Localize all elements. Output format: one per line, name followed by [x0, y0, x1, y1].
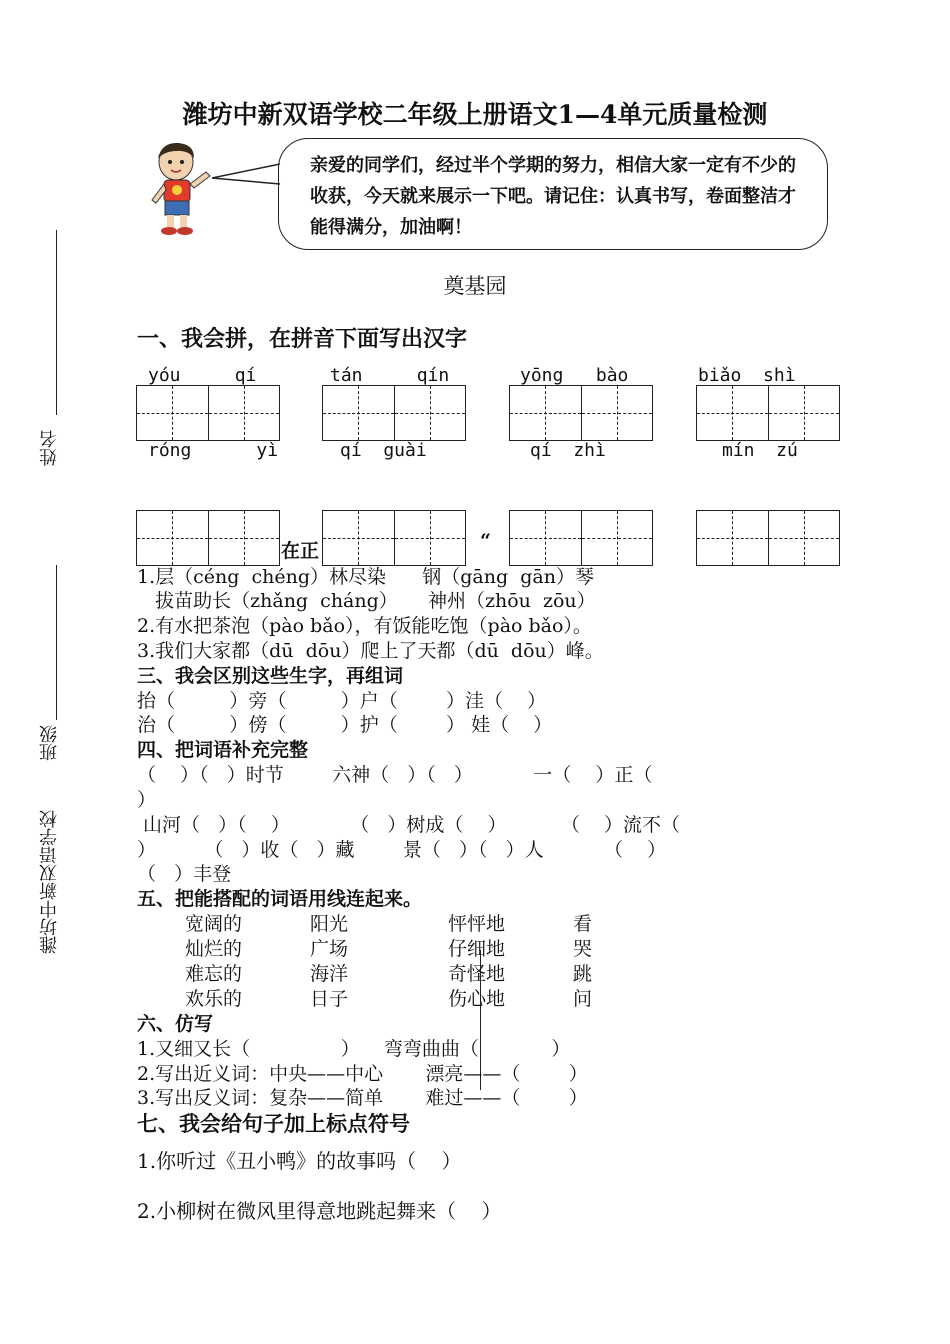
q7-line: 2.小柳树在微风里得意地跳起舞来（ ）: [137, 1199, 502, 1223]
q4-line: ）: [137, 789, 157, 811]
pinyin-label: biǎo shì: [698, 365, 796, 386]
q3-line: 抬（ ）旁（ ）户（ ）洼（ ）: [137, 690, 547, 712]
q2-quote-mark: “: [480, 530, 491, 552]
match-word: 仔细地: [448, 938, 506, 960]
q1-heading: 一、我会拼，在拼音下面写出汉字: [137, 326, 468, 352]
q7-line: 1.你听过《丑小鸭》的故事吗（ ）: [137, 1149, 462, 1173]
match-word: 奇怪地: [448, 963, 506, 985]
pinyin-label: qí zhì: [530, 440, 606, 461]
q4-line: ） （ ）收（ ）藏 景（ ）（ ）人 （ ）: [137, 839, 667, 861]
section-name: 奠基园: [443, 274, 507, 298]
pinyin-label: tán qín: [330, 365, 450, 386]
match-word: 广场: [310, 938, 349, 960]
q6-line: 3.写出反义词：复杂——简单 难过——（ ）: [137, 1087, 588, 1109]
match-word: 怦怦地: [448, 913, 506, 935]
match-word: 海洋: [310, 963, 349, 985]
pinyin-label: yōng bào: [520, 365, 629, 386]
match-word: 哭: [573, 938, 593, 960]
q6-line: 1.又细又长（ ） 弯弯曲曲（ ）: [137, 1038, 571, 1060]
writing-grid[interactable]: [696, 385, 840, 441]
match-word: 灿烂的: [185, 938, 243, 960]
q2-heading-fragment: 在正: [281, 540, 320, 562]
q6-heading: 六、仿写: [137, 1013, 214, 1035]
speech-bubble-tail: [210, 160, 285, 190]
match-word: 阳光: [310, 913, 349, 935]
writing-grid[interactable]: [696, 510, 840, 566]
pinyin-label: qí guài: [340, 440, 427, 461]
q2-line: 拔苗助长（zhǎng cháng） 神州（zhōu zōu）: [137, 590, 596, 612]
writing-grid[interactable]: [136, 385, 280, 441]
q3-line: 治（ ）傍（ ）护（ ） 娃（ ）: [137, 714, 553, 736]
school-label: 潍坊中新双语学校: [39, 810, 60, 954]
match-word: 宽阔的: [185, 913, 243, 935]
cartoon-boy-illustration: [140, 138, 220, 238]
q4-line: 山河（ ）（ ） （ ）树成（ ） （ ）流不（: [137, 814, 681, 836]
writing-grid[interactable]: [136, 510, 280, 566]
match-word: 伤心地: [448, 988, 506, 1010]
writing-grid[interactable]: [509, 510, 653, 566]
speech-bubble-text: 亲爱的同学们，经过半个学期的努力，相信大家一定有不少的收获，今天就来展示一下吧。请记住：认真书写，卷面整洁才能得满分，加油啊！: [310, 155, 796, 238]
name-label: 姓名: [39, 430, 60, 466]
q6-line: 2.写出近义词：中央——中心 漂亮——（ ）: [137, 1063, 588, 1085]
match-word: 问: [573, 988, 593, 1010]
q4-line: （ ）丰登: [137, 863, 232, 885]
writing-grid[interactable]: [322, 385, 466, 441]
writing-grid[interactable]: [322, 510, 466, 566]
q2-line: 1.层（céng chéng）林尽染 钢（gāng gān）琴: [137, 566, 594, 588]
q4-heading: 四、把词语补充完整: [137, 739, 309, 761]
match-word: 欢乐的: [185, 988, 243, 1010]
q4-line: （ ）（ ）时节 六神（ ）（ ） 一（ ）正（: [137, 764, 653, 786]
match-word: 日子: [310, 988, 349, 1010]
class-line: [56, 565, 57, 720]
q2-line: 3.我们大家都（dū dōu）爬上了天都（dū dōu）峰。: [137, 640, 604, 662]
q5-heading: 五、把能搭配的词语用线连起来。: [137, 888, 423, 910]
match-word: 难忘的: [185, 963, 243, 985]
page-title: 潍坊中新双语学校二年级上册语文1—4单元质量检测: [182, 100, 768, 129]
pinyin-label: mín zú: [722, 440, 798, 461]
match-word: 跳: [573, 963, 593, 985]
name-line: [56, 230, 57, 415]
q7-heading: 七、我会给句子加上标点符号: [137, 1111, 410, 1136]
match-word: 看: [573, 913, 593, 935]
q3-heading: 三、我会区别这些生字，再组词: [137, 665, 404, 687]
pinyin-label: róng yì: [148, 440, 279, 461]
pinyin-label: yóu qí: [148, 365, 257, 386]
writing-grid[interactable]: [509, 385, 653, 441]
q2-line: 2.有水把茶泡（pào bǎo），有饭能吃饱（pào bǎo）。: [137, 615, 592, 637]
class-label: 班级: [39, 725, 60, 761]
